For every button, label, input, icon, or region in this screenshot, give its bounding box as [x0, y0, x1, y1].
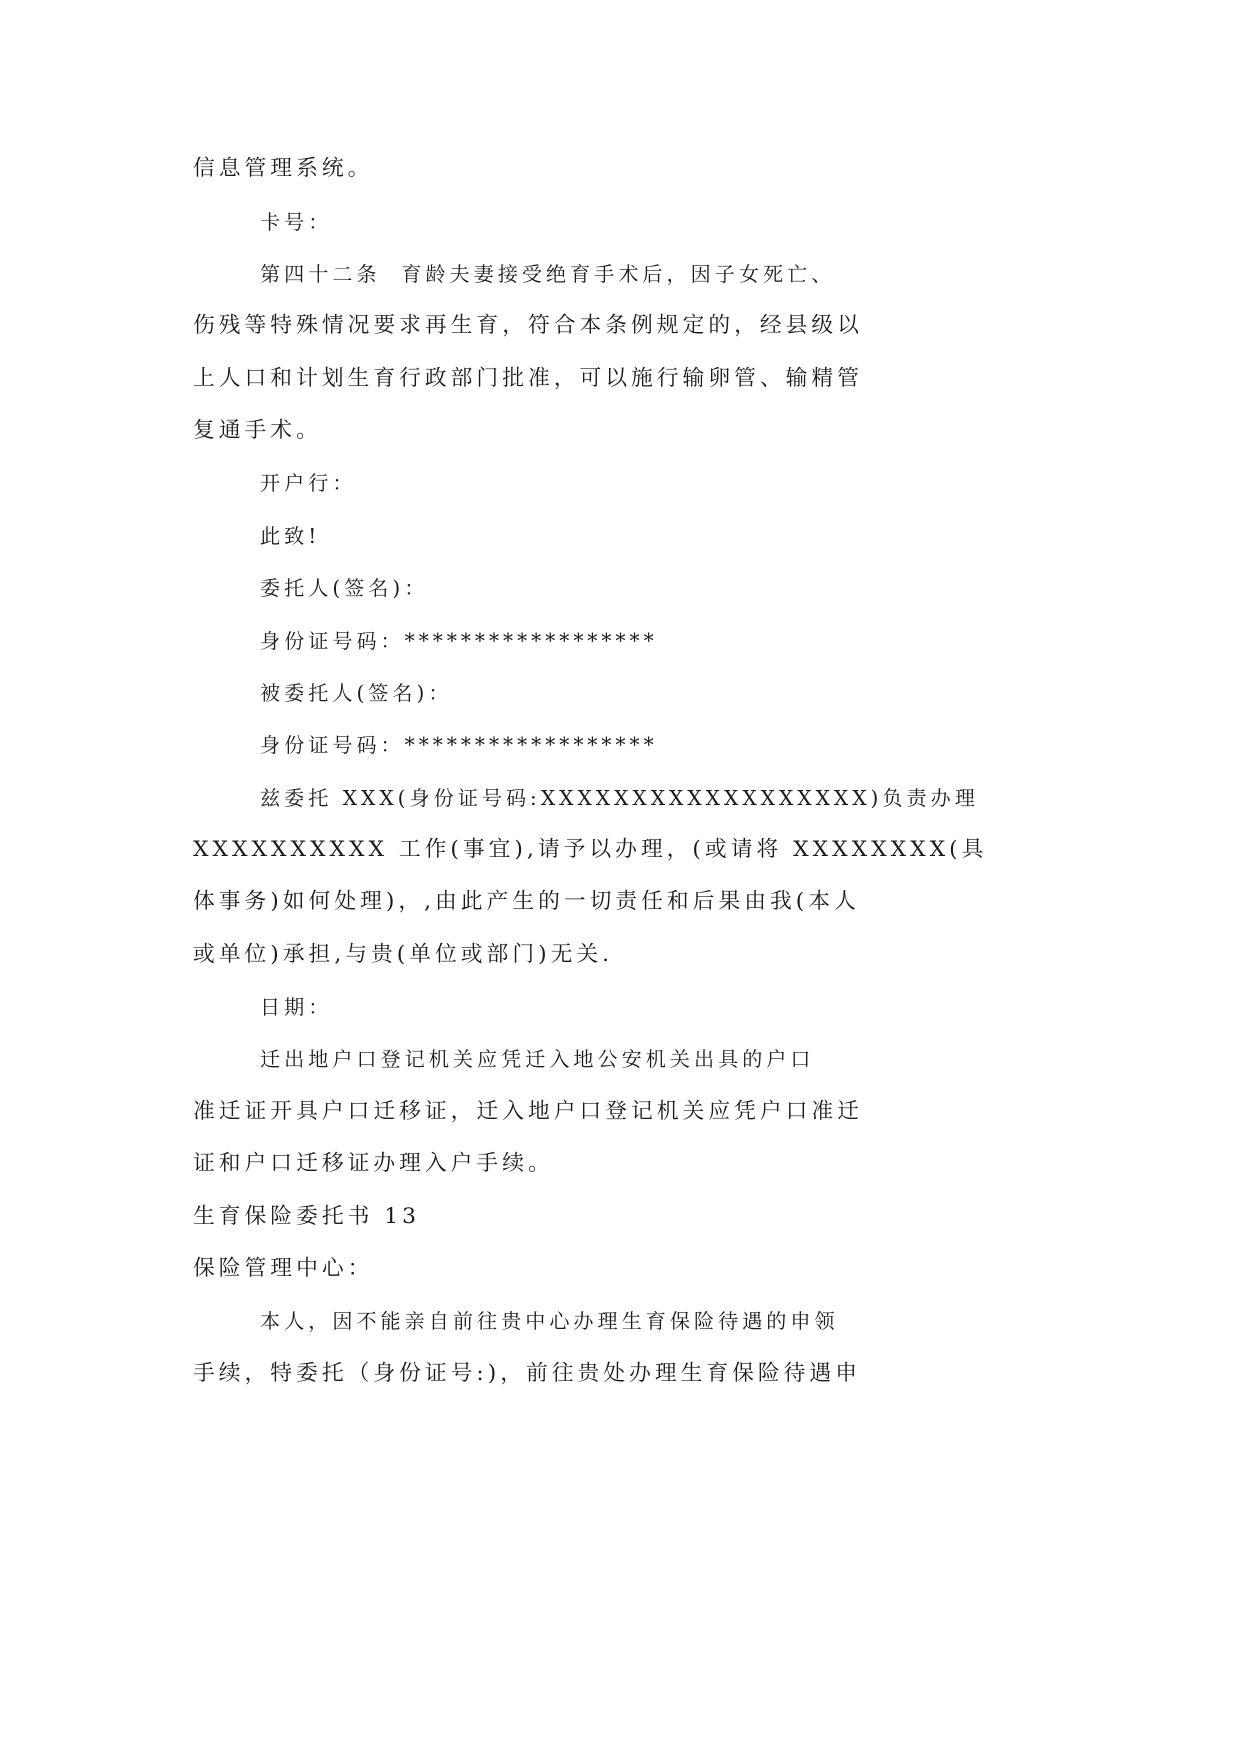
- text-line: 身份证号码：******************: [260, 629, 658, 653]
- text-line: 此致!: [260, 524, 321, 548]
- text-line: 上人口和计划生育行政部门批准，可以施行输卵管、输精管: [193, 366, 863, 391]
- text-line: 信息管理系统。: [193, 156, 374, 181]
- text-line: 体事务)如何处理)，,由此产生的一切责任和后果由我(本人: [193, 889, 860, 914]
- text-line: 伤残等特殊情况要求再生育，符合本条例规定的，经县级以: [193, 313, 863, 338]
- text-line: 复通手术。: [193, 418, 322, 443]
- text-line: 日期：: [260, 995, 333, 1019]
- text-line: XXXXXXXXXX 工作(事宜),请予以办理，(或请将 XXXXXXXX(具: [193, 837, 988, 862]
- recipient-line: 保险管理中心：: [193, 1256, 374, 1281]
- text-line: 被委托人(签名)：: [260, 681, 453, 705]
- text-line: 兹委托 XXX(身份证号码:XXXXXXXXXXXXXXXXXX)负责办理: [260, 786, 979, 810]
- text-line: 准迁证开具户口迁移证，迁入地户口登记机关应凭户口准迁: [193, 1099, 863, 1124]
- text-line: 开户行：: [260, 471, 357, 495]
- text-line: 委托人(签名)：: [260, 576, 429, 600]
- section-title: 生育保险委托书 13: [193, 1204, 420, 1229]
- text-line: 手续，特委托（身份证号:)，前往贵处办理生育保险待遇申: [193, 1361, 861, 1386]
- text-line: 第四十二条 育龄夫妻接受绝育手术后，因子女死亡、: [260, 262, 836, 286]
- text-line: 身份证号码：******************: [260, 733, 658, 757]
- text-line: 证和户口迁移证办理入户手续。: [193, 1151, 554, 1176]
- text-line: 本人，因不能亲自前往贵中心办理生育保险待遇的申领: [260, 1309, 839, 1333]
- text-line: 卡号：: [260, 210, 333, 234]
- text-line: 迁出地户口登记机关应凭迁入地公安机关出具的户口: [260, 1047, 815, 1071]
- text-line: 或单位)承担,与贵(单位或部门)无关.: [193, 942, 614, 967]
